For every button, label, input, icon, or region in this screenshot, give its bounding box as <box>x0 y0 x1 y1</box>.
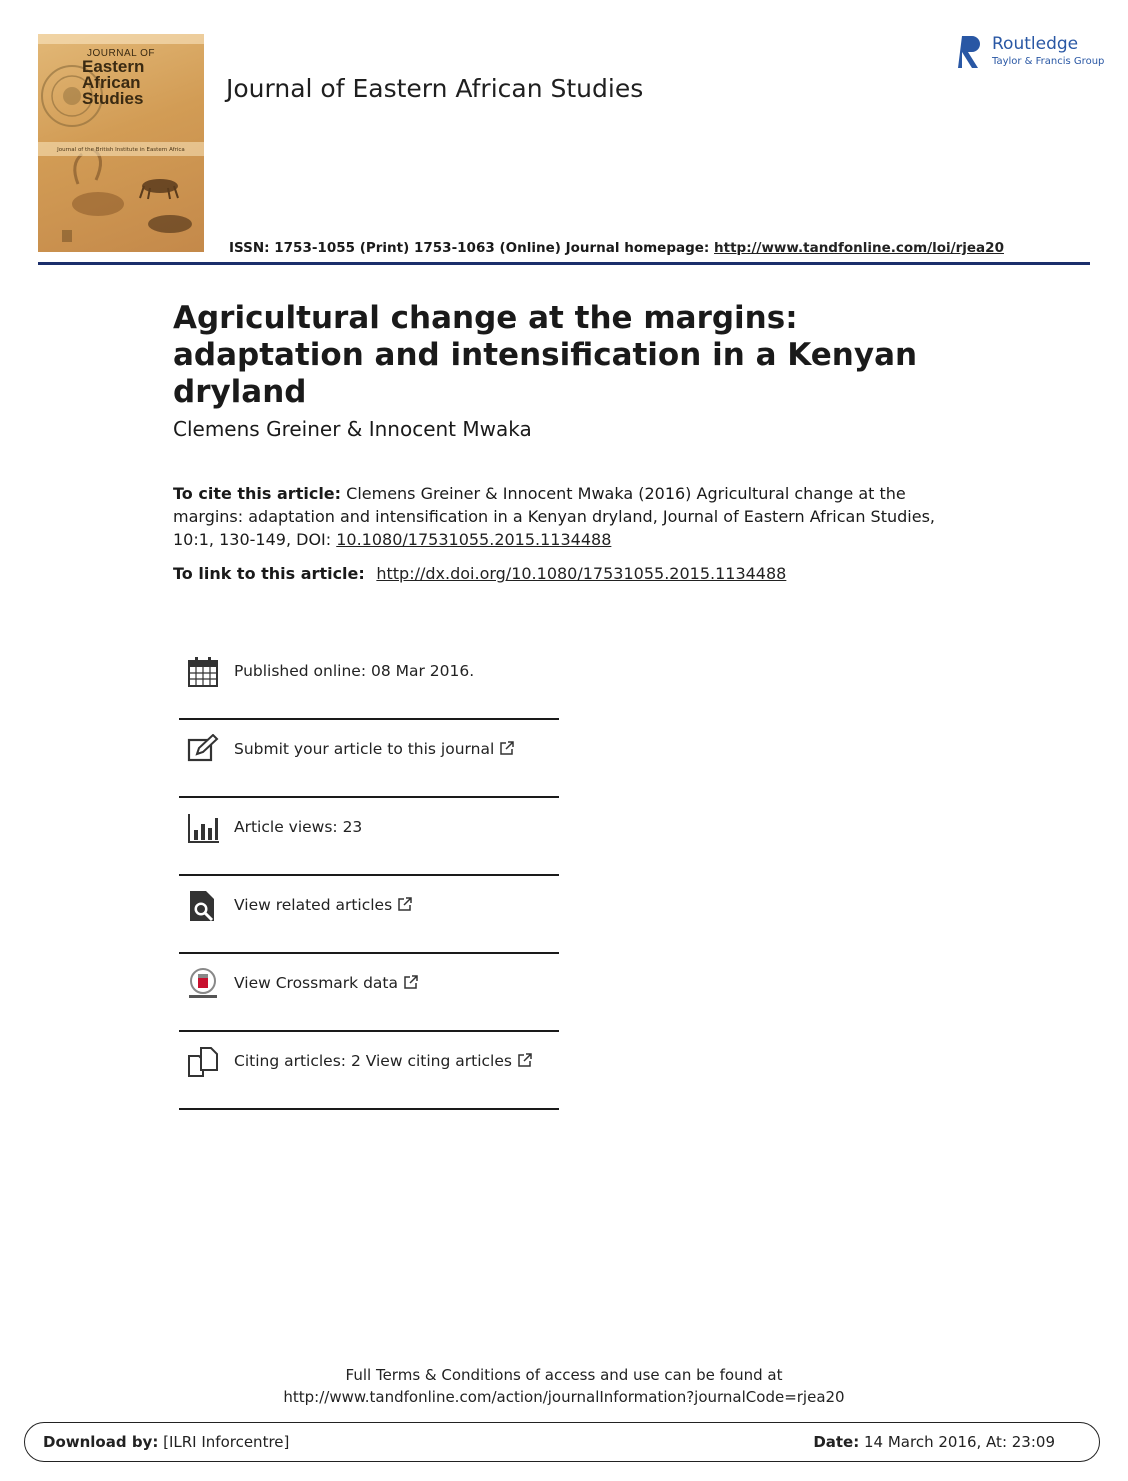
related-articles-text[interactable]: View related articles <box>234 896 393 914</box>
cover-title <box>38 48 204 107</box>
download-info-bar <box>24 1422 1100 1462</box>
cover-title-line: Studies <box>82 89 144 108</box>
cover-title-line: African <box>82 73 141 92</box>
journal-title: Journal of Eastern African Studies <box>226 74 644 103</box>
submit-article-row[interactable] <box>179 720 559 796</box>
related-articles-row[interactable] <box>179 876 559 952</box>
download-by-label: Download by: <box>43 1433 159 1451</box>
journal-homepage-link[interactable]: http://www.tandfonline.com/loi/rjea20 <box>714 240 1004 256</box>
related-articles-label <box>234 896 412 914</box>
submit-article-text[interactable]: Submit your article to this journal <box>234 740 495 758</box>
terms-notice <box>0 1364 1128 1408</box>
cover-journal-of: JOURNAL OF <box>87 48 155 59</box>
cover-subtitle: Journal of the British Institute in Eastern Africa <box>57 147 185 153</box>
submit-article-label <box>234 740 514 758</box>
download-by <box>43 1433 289 1451</box>
publisher-tagline: Taylor & Francis Group <box>992 56 1105 67</box>
doi-link[interactable]: 10.1080/17531055.2015.1134488 <box>336 530 612 549</box>
publisher-name: Routledge <box>992 34 1079 54</box>
article-link-block <box>173 564 786 583</box>
citing-articles-text[interactable]: Citing articles: 2 View citing articles <box>234 1052 512 1070</box>
cite-label: To cite this article: <box>173 484 342 503</box>
cite-text: Clemens Greiner & Innocent Mwaka (2016) Agricultural change at the margins: adaptation and intensification in a Kenyan dryland, Journal of Eastern African Studies, 10:1, 130-149, DOI: <box>173 484 935 549</box>
crossmark-label <box>234 974 418 992</box>
citing-articles-label <box>234 1052 532 1070</box>
crossmark-icon <box>187 968 219 1000</box>
published-online-text: Published online: 08 Mar 2016. <box>234 662 475 680</box>
article-authors: Clemens Greiner & Innocent Mwaka <box>173 417 532 441</box>
header-divider <box>38 262 1090 265</box>
published-online-row <box>179 642 559 718</box>
info-divider <box>179 1108 559 1110</box>
article-views-row <box>179 798 559 874</box>
cover-title-line: Eastern <box>82 57 145 76</box>
terms-url-link[interactable]: http://www.tandfonline.com/action/journalInformation?journalCode=rjea20 <box>283 1388 845 1406</box>
article-title: Agricultural change at the margins: adaptation and intensification in a Kenyan dryland <box>173 300 918 410</box>
article-views-text: Article views: 23 <box>234 818 363 836</box>
document-search-icon <box>187 890 219 922</box>
external-link-icon <box>398 897 412 911</box>
copy-icon <box>187 1046 219 1078</box>
bar-chart-icon <box>187 812 219 844</box>
download-date-value: 14 March 2016, At: 23:09 <box>859 1433 1055 1451</box>
citation-block <box>173 482 973 551</box>
crossmark-text[interactable]: View Crossmark data <box>234 974 398 992</box>
issn-text: ISSN: 1753-1055 (Print) 1753-1063 (Online) Journal homepage: <box>229 240 715 256</box>
calendar-icon <box>187 656 219 688</box>
download-date <box>813 1433 1055 1451</box>
terms-line: Full Terms & Conditions of access and use can be found at <box>345 1366 783 1384</box>
crossmark-row[interactable] <box>179 954 559 1030</box>
issn-line <box>229 240 1004 256</box>
citing-articles-row[interactable] <box>179 1032 559 1108</box>
external-link-icon <box>404 975 418 989</box>
download-date-label: Date: <box>813 1433 860 1451</box>
external-link-icon <box>500 741 514 755</box>
link-label: To link to this article: <box>173 564 371 583</box>
journal-cover-image <box>38 34 204 252</box>
article-permalink[interactable]: http://dx.doi.org/10.1080/17531055.2015.1134488 <box>376 564 787 583</box>
edit-icon <box>187 734 219 766</box>
external-link-icon <box>518 1053 532 1067</box>
download-by-value: [ILRI Inforcentre] <box>158 1433 290 1451</box>
article-info-list <box>179 642 559 1110</box>
